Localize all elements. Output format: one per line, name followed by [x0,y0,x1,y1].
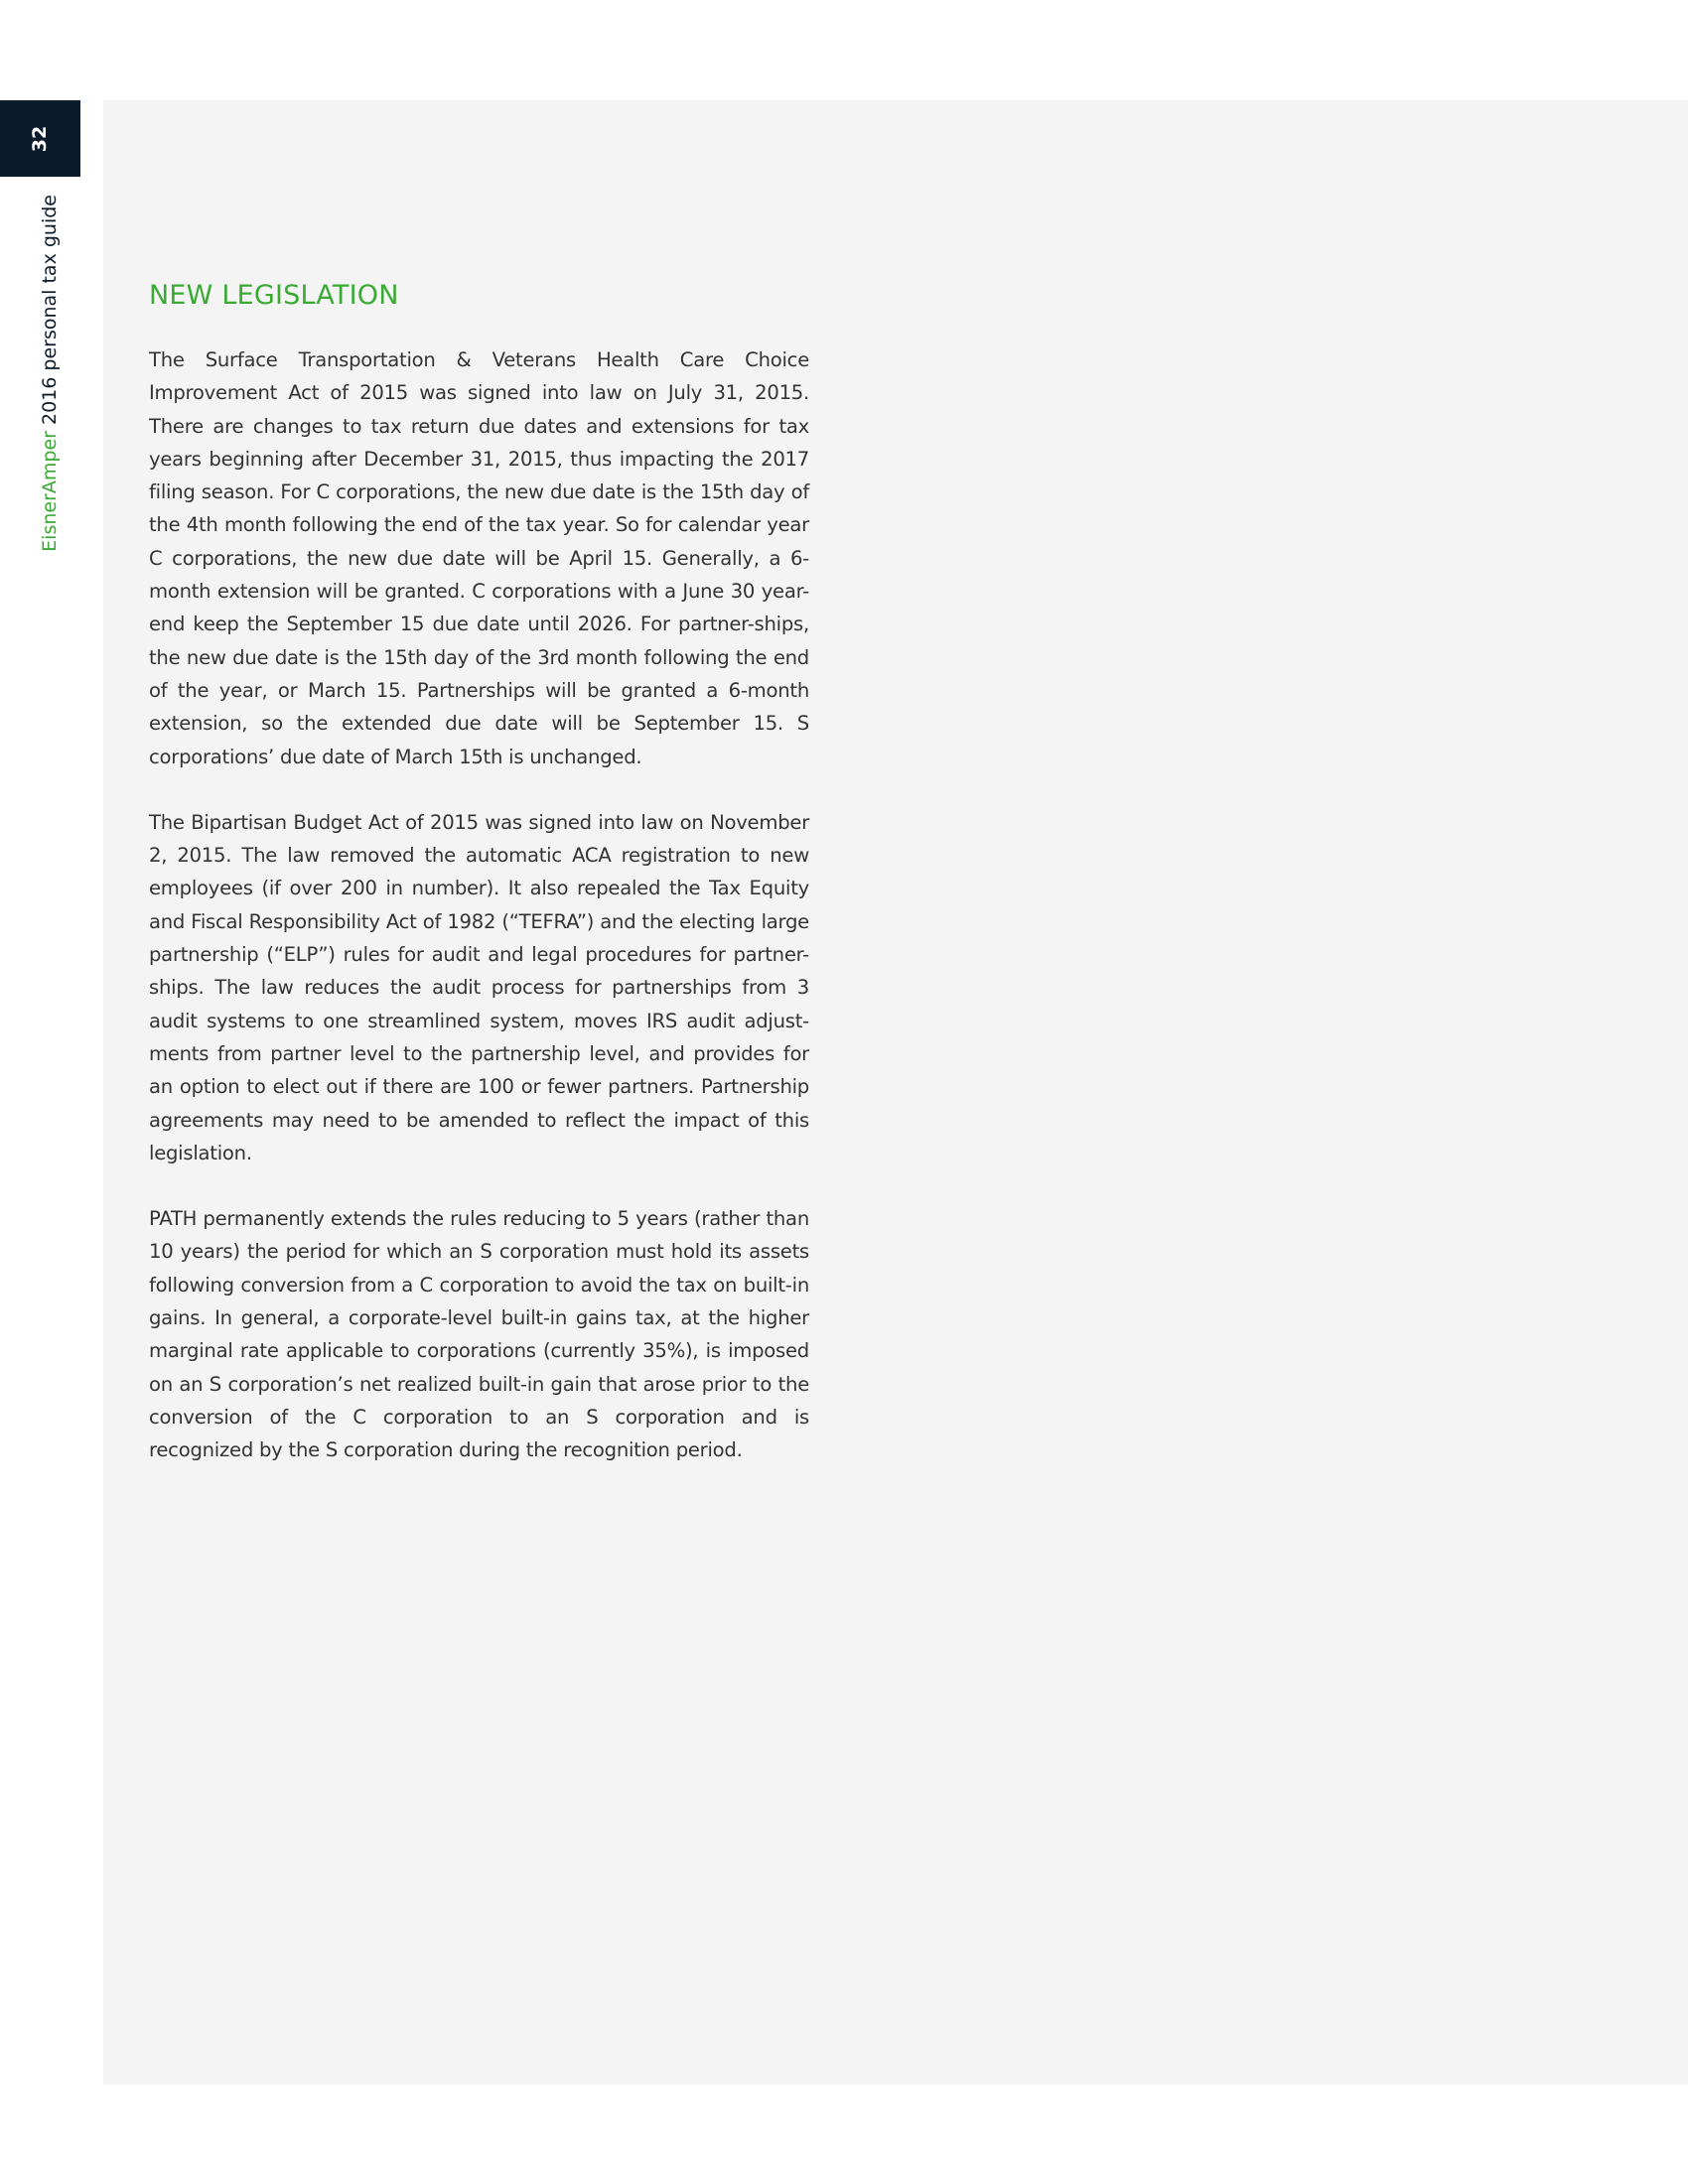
guide-title: 2016 personal tax guide [39,195,61,425]
page-number: 32 [29,125,51,153]
section-heading: NEW LEGISLATION [149,280,399,311]
paragraph-bipartisan-budget-act: The Bipartisan Budget Act of 2015 was signed into law on November 2, 2015. The law removed the automatic ACA registration to new employees (if over 200 in number). It also repealed the Tax Equity and Fiscal Responsibility Act of 1982 (“TEFRA”) and the electing large partnership (“ELP”) rules for audit and legal procedures for partner-ships. The law reduces the audit process for partnerships from 3 audit systems to one streamlined system, moves IRS audit adjust-ments from partner level to the partnership level, and provides for an option to elect out if there are 100 or fewer partners. Partnership agreements may need to be amended to reflect the impact of this legislation. [149,810,809,1164]
paragraph-path-built-in-gains: PATH permanently extends the rules reducing to 5 years (rather than 10 years) the period for which an S corporation must hold its assets following conversion from a C corporation to avoid the tax on built-in gains. In general, a corporate-level built-in gains tax, at the higher marginal rate applicable to corporations (currently 35%), is imposed on an S corporation’s net realized built-in gain that arose prior to the conversion of the C corporation to an S corporation and is recognized by the S corporation during the recognition period. [149,1207,809,1462]
paragraph-surface-transportation-act: The Surface Transportation & Veterans Health Care Choice Improvement Act of 2015 was signed into law on July 31, 2015. There are changes to tax return due dates and extensions for tax years beginning after December 31, 2015, thus impacting the 2017 filing season. For C corporations, the new due date is the 15th day of the 4th month following the end of the tax year. So for calendar year C corporations, the new due date will be April 15. Generally, a 6-month extension will be granted. C corporations with a June 30 year-end keep the September 15 due date until 2026. For partner-ships, the new due date is the 15th day of the 3rd month following the end of the year, or March 15. Partnerships will be granted a 6-month extension, so the extended due date will be September 15. S corporations’ due date of March 15th is unchanged. [149,348,809,768]
page-number-tab [0,100,80,177]
article [149,278,809,1500]
running-header-text [39,195,61,552]
brand-name: EisnerAmper [39,431,61,552]
